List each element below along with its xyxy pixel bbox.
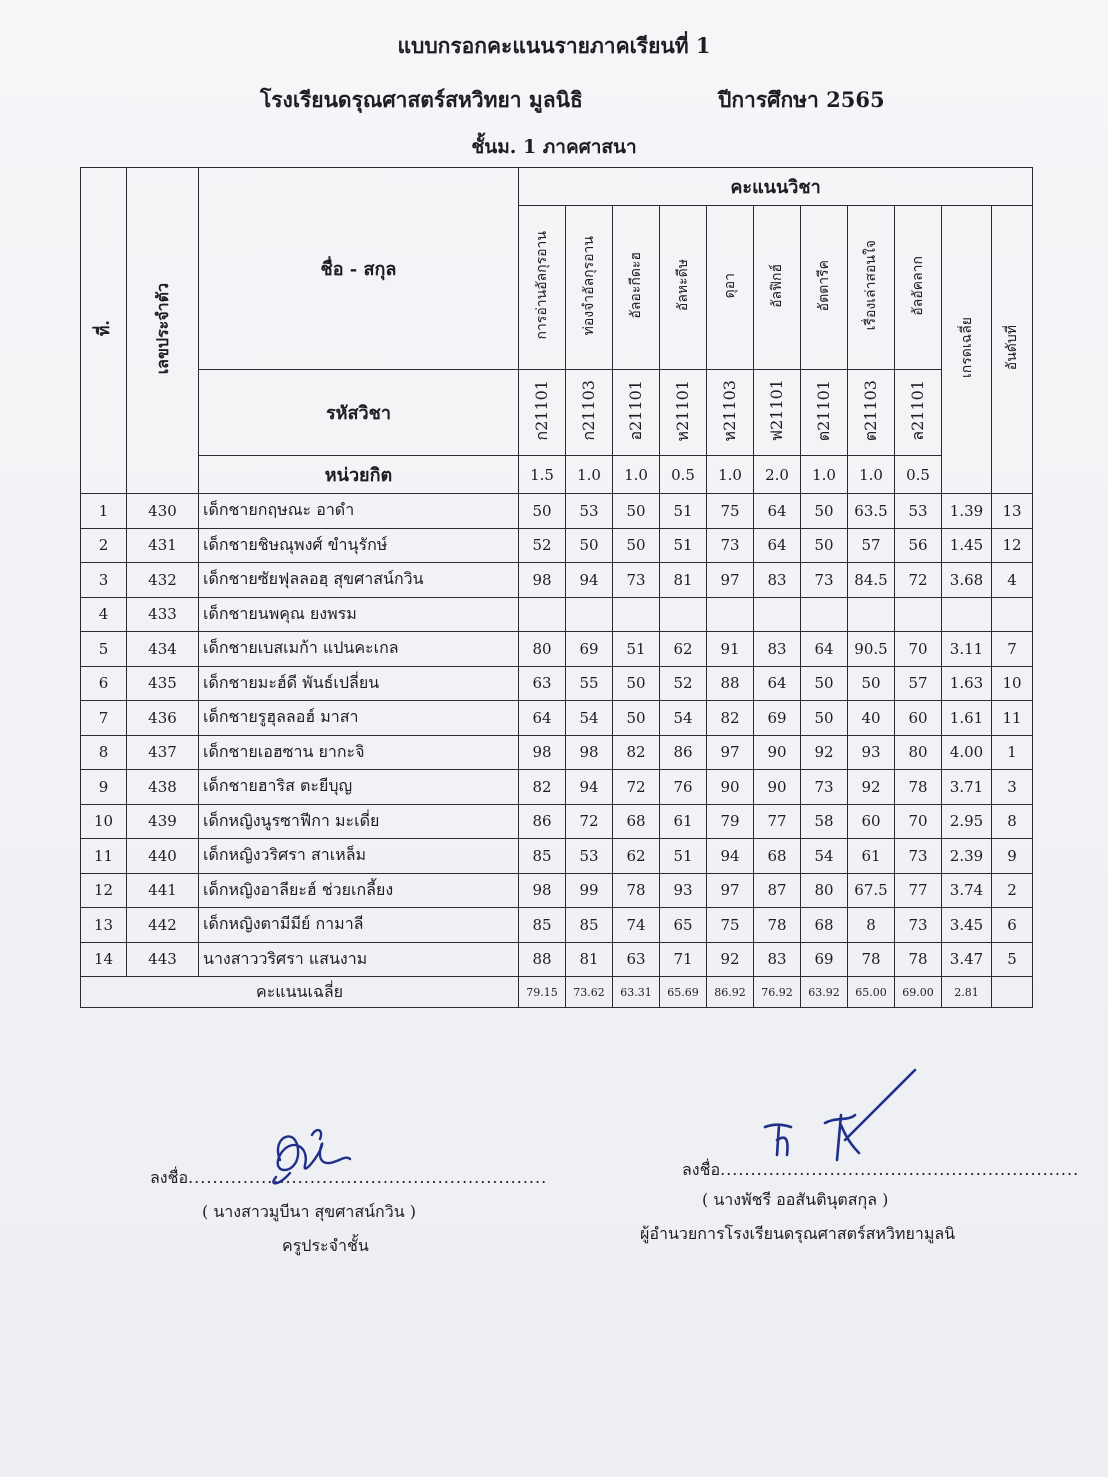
table-row bbox=[81, 528, 1033, 563]
gpa-cell: 2.39 bbox=[942, 839, 992, 874]
score-cell: 51 bbox=[660, 494, 707, 529]
header-gpa: เกรดเฉลี่ย bbox=[942, 206, 992, 494]
score-cell: 92 bbox=[707, 942, 754, 977]
average-score: 63.92 bbox=[801, 977, 848, 1008]
score-cell: 63.5 bbox=[848, 494, 895, 529]
rank-cell: 5 bbox=[992, 942, 1033, 977]
score-cell: 78 bbox=[848, 942, 895, 977]
subject-code-row bbox=[81, 370, 1033, 456]
score-cell: 60 bbox=[848, 804, 895, 839]
subject-name: เรื่องเล่าสอนใจ bbox=[848, 206, 895, 370]
table-row bbox=[81, 839, 1033, 874]
table-row bbox=[81, 804, 1033, 839]
row-number: 4 bbox=[81, 597, 127, 632]
subject-credit: 1.0 bbox=[613, 456, 660, 494]
score-cell: 78 bbox=[895, 942, 942, 977]
rank-cell: 6 bbox=[992, 908, 1033, 943]
student-name: เด็กชายซัยฟุลลอฮฺ สุขศาสน์กวิน bbox=[199, 563, 519, 598]
left-handwritten-signature bbox=[250, 1115, 370, 1195]
average-row bbox=[81, 977, 1033, 1008]
subject-name: ดุอา bbox=[707, 206, 754, 370]
score-cell: 68 bbox=[613, 804, 660, 839]
average-score: 65.00 bbox=[848, 977, 895, 1008]
header-student-id: เลขประจำตัว bbox=[127, 168, 199, 494]
gpa-cell: 3.74 bbox=[942, 873, 992, 908]
score-cell: 53 bbox=[895, 494, 942, 529]
score-cell: 79 bbox=[707, 804, 754, 839]
score-cell: 54 bbox=[660, 701, 707, 736]
gpa-cell: 1.45 bbox=[942, 528, 992, 563]
table-row bbox=[81, 770, 1033, 805]
score-cell: 78 bbox=[613, 873, 660, 908]
subject-code: ก21101 bbox=[519, 370, 566, 456]
student-id: 442 bbox=[127, 908, 199, 943]
subject-code: ห21101 bbox=[660, 370, 707, 456]
score-cell: 56 bbox=[895, 528, 942, 563]
student-id: 436 bbox=[127, 701, 199, 736]
score-cell: 52 bbox=[660, 666, 707, 701]
subject-code: ก21103 bbox=[566, 370, 613, 456]
rank-cell: 7 bbox=[992, 632, 1033, 667]
score-cell: 73 bbox=[801, 563, 848, 598]
score-cell: 93 bbox=[660, 873, 707, 908]
student-rows bbox=[81, 494, 1033, 977]
subject-credit: 1.0 bbox=[707, 456, 754, 494]
subject-name: อัลอะกีดะฮ bbox=[613, 206, 660, 370]
subject-name: อัตตารีค bbox=[801, 206, 848, 370]
table-row bbox=[81, 942, 1033, 977]
row-number: 14 bbox=[81, 942, 127, 977]
row-number: 8 bbox=[81, 735, 127, 770]
gpa-cell: 1.39 bbox=[942, 494, 992, 529]
score-cell: 85 bbox=[519, 908, 566, 943]
score-cell: 98 bbox=[566, 735, 613, 770]
score-cell: 88 bbox=[707, 666, 754, 701]
subject-name: อัลฟิกฮ์ bbox=[754, 206, 801, 370]
score-cell: 72 bbox=[613, 770, 660, 805]
score-cell bbox=[613, 597, 660, 632]
gpa-cell: 2.95 bbox=[942, 804, 992, 839]
left-signer-name: ( นางสาวมูบีนา สุขศาสน์กวิน ) bbox=[202, 1202, 416, 1221]
student-name: เด็กชายเบสเมก้า แปนคะเกล bbox=[199, 632, 519, 667]
gpa-cell: 1.61 bbox=[942, 701, 992, 736]
score-cell: 50 bbox=[519, 494, 566, 529]
average-score: 73.62 bbox=[566, 977, 613, 1008]
score-cell: 81 bbox=[660, 563, 707, 598]
school-name: โรงเรียนดรุณศาสตร์สหวิทยา มูลนิธิ bbox=[260, 87, 583, 112]
score-cell: 76 bbox=[660, 770, 707, 805]
score-cell: 50 bbox=[801, 666, 848, 701]
score-cell: 50 bbox=[613, 528, 660, 563]
gpa-cell: 3.71 bbox=[942, 770, 992, 805]
student-id: 432 bbox=[127, 563, 199, 598]
score-cell: 62 bbox=[660, 632, 707, 667]
student-id: 439 bbox=[127, 804, 199, 839]
score-cell: 70 bbox=[895, 632, 942, 667]
right-sign-label: ลงชื่อ bbox=[682, 1160, 721, 1179]
student-name: เด็กชายเอฮซาน ยากะจิ bbox=[199, 735, 519, 770]
score-cell: 57 bbox=[895, 666, 942, 701]
score-cell: 77 bbox=[895, 873, 942, 908]
score-cell bbox=[848, 597, 895, 632]
subject-name: อัลหะดีษ bbox=[660, 206, 707, 370]
score-cell: 97 bbox=[707, 735, 754, 770]
table-row bbox=[81, 563, 1033, 598]
subject-code: อ21101 bbox=[613, 370, 660, 456]
score-cell: 94 bbox=[566, 770, 613, 805]
subject-credit: 1.0 bbox=[801, 456, 848, 494]
score-cell: 90 bbox=[754, 770, 801, 805]
score-cell: 82 bbox=[707, 701, 754, 736]
student-id: 437 bbox=[127, 735, 199, 770]
score-cell: 55 bbox=[566, 666, 613, 701]
score-cell: 94 bbox=[707, 839, 754, 874]
rank-cell: 9 bbox=[992, 839, 1033, 874]
student-name: เด็กชายฮาริส ตะยีบุญ bbox=[199, 770, 519, 805]
score-cell: 51 bbox=[660, 528, 707, 563]
score-cell: 78 bbox=[754, 908, 801, 943]
score-cell: 64 bbox=[519, 701, 566, 736]
table-row bbox=[81, 494, 1033, 529]
score-cell: 51 bbox=[660, 839, 707, 874]
score-cell: 90 bbox=[754, 735, 801, 770]
score-cell: 53 bbox=[566, 494, 613, 529]
average-score: 79.15 bbox=[519, 977, 566, 1008]
right-signer-position: ผู้อำนวยการโรงเรียนดรุณศาสตร์สหวิทยามูลนิ bbox=[640, 1224, 956, 1243]
student-name: เด็กหญิงวริศรา สาเหล็ม bbox=[199, 839, 519, 874]
table-row bbox=[81, 735, 1033, 770]
student-id: 435 bbox=[127, 666, 199, 701]
student-name: เด็กชายมะฮ์ดี พันธ์เปลี่ยน bbox=[199, 666, 519, 701]
score-cell: 97 bbox=[707, 873, 754, 908]
score-cell: 50 bbox=[613, 666, 660, 701]
header-no: ที่. bbox=[81, 168, 127, 494]
score-cell: 8 bbox=[848, 908, 895, 943]
score-cell: 92 bbox=[801, 735, 848, 770]
average-gpa: 2.81 bbox=[942, 977, 992, 1008]
row-number: 5 bbox=[81, 632, 127, 667]
score-cell bbox=[519, 597, 566, 632]
subject-credit: 1.0 bbox=[848, 456, 895, 494]
score-cell: 85 bbox=[566, 908, 613, 943]
class-info: ชั้นม. 1 ภาคศาสนา bbox=[471, 136, 637, 158]
row-number: 13 bbox=[81, 908, 127, 943]
student-id: 441 bbox=[127, 873, 199, 908]
header-rank: อันดับที่ bbox=[992, 206, 1033, 494]
rank-cell: 2 bbox=[992, 873, 1033, 908]
rank-cell: 11 bbox=[992, 701, 1033, 736]
score-cell: 83 bbox=[754, 942, 801, 977]
academic-year: ปีการศึกษา 2565 bbox=[718, 87, 885, 112]
score-cell: 98 bbox=[519, 563, 566, 598]
rank-cell: 3 bbox=[992, 770, 1033, 805]
student-id: 431 bbox=[127, 528, 199, 563]
table-row bbox=[81, 701, 1033, 736]
row-number: 6 bbox=[81, 666, 127, 701]
score-cell: 63 bbox=[613, 942, 660, 977]
subject-code: ต21101 bbox=[801, 370, 848, 456]
subject-name: ท่องจำอัลกุรอาน bbox=[566, 206, 613, 370]
score-cell: 94 bbox=[566, 563, 613, 598]
score-cell: 40 bbox=[848, 701, 895, 736]
score-cell: 65 bbox=[660, 908, 707, 943]
right-signer-name: ( นางพัชรี ออสันตินุตสกุล ) bbox=[702, 1190, 889, 1209]
score-cell: 70 bbox=[895, 804, 942, 839]
score-cell: 77 bbox=[754, 804, 801, 839]
row-number: 1 bbox=[81, 494, 127, 529]
score-cell: 82 bbox=[613, 735, 660, 770]
score-cell: 74 bbox=[613, 908, 660, 943]
score-cell: 98 bbox=[519, 873, 566, 908]
score-cell: 50 bbox=[801, 494, 848, 529]
gpa-cell: 3.45 bbox=[942, 908, 992, 943]
header-credits: หน่วยกิต bbox=[199, 456, 519, 494]
score-cell bbox=[660, 597, 707, 632]
left-signer-position: ครูประจำชั้น bbox=[282, 1236, 369, 1255]
score-cell: 69 bbox=[754, 701, 801, 736]
score-cell: 51 bbox=[613, 632, 660, 667]
score-cell: 67.5 bbox=[848, 873, 895, 908]
score-cell: 50 bbox=[566, 528, 613, 563]
score-cell: 90.5 bbox=[848, 632, 895, 667]
score-cell bbox=[801, 597, 848, 632]
subject-name: การอ่านอัลกุรอาน bbox=[519, 206, 566, 370]
score-cell: 50 bbox=[801, 528, 848, 563]
subject-name: อัลอัคลาก bbox=[895, 206, 942, 370]
row-number: 10 bbox=[81, 804, 127, 839]
score-cell: 62 bbox=[613, 839, 660, 874]
row-number: 9 bbox=[81, 770, 127, 805]
score-cell: 69 bbox=[801, 942, 848, 977]
table-row bbox=[81, 908, 1033, 943]
average-score: 86.92 bbox=[707, 977, 754, 1008]
score-cell: 87 bbox=[754, 873, 801, 908]
subject-credit: 0.5 bbox=[660, 456, 707, 494]
subject-code: ฟ21101 bbox=[754, 370, 801, 456]
score-cell bbox=[566, 597, 613, 632]
average-label: คะแนนเฉลี่ย bbox=[81, 977, 519, 1008]
rank-cell: 1 bbox=[992, 735, 1033, 770]
header-name: ชื่อ - สกุล bbox=[199, 168, 519, 370]
student-id: 434 bbox=[127, 632, 199, 667]
right-sign-dots: ........................................................... bbox=[720, 1160, 1080, 1179]
score-cell: 63 bbox=[519, 666, 566, 701]
score-cell: 52 bbox=[519, 528, 566, 563]
score-cell: 73 bbox=[613, 563, 660, 598]
score-cell: 64 bbox=[754, 494, 801, 529]
gpa-cell: 4.00 bbox=[942, 735, 992, 770]
average-score: 76.92 bbox=[754, 977, 801, 1008]
score-cell: 75 bbox=[707, 494, 754, 529]
row-number: 7 bbox=[81, 701, 127, 736]
score-cell: 68 bbox=[801, 908, 848, 943]
student-name: เด็กหญิงนูรซาฟีกา มะเดี่ย bbox=[199, 804, 519, 839]
score-cell: 69 bbox=[566, 632, 613, 667]
score-cell: 50 bbox=[801, 701, 848, 736]
score-cell: 54 bbox=[566, 701, 613, 736]
gpa-cell: 1.63 bbox=[942, 666, 992, 701]
score-cell bbox=[707, 597, 754, 632]
score-cell: 68 bbox=[754, 839, 801, 874]
average-score: 65.69 bbox=[660, 977, 707, 1008]
score-cell bbox=[895, 597, 942, 632]
left-sign-label: ลงชื่อ bbox=[150, 1168, 189, 1187]
score-cell: 73 bbox=[895, 839, 942, 874]
score-cell: 61 bbox=[848, 839, 895, 874]
score-cell: 64 bbox=[754, 528, 801, 563]
student-id: 440 bbox=[127, 839, 199, 874]
score-cell: 92 bbox=[848, 770, 895, 805]
score-cell: 83 bbox=[754, 563, 801, 598]
table-row bbox=[81, 666, 1033, 701]
student-name: เด็กหญิงอาลียะฮ์ ช่วยเกลี้ยง bbox=[199, 873, 519, 908]
score-cell: 81 bbox=[566, 942, 613, 977]
student-id: 443 bbox=[127, 942, 199, 977]
rank-cell: 10 bbox=[992, 666, 1033, 701]
average-score: 63.31 bbox=[613, 977, 660, 1008]
student-name: เด็กชายนพคุณ ยงพรม bbox=[199, 597, 519, 632]
student-name: เด็กชายรูฮุลลอฮ์ มาสา bbox=[199, 701, 519, 736]
header-scores: คะแนนวิชา bbox=[519, 168, 1033, 206]
student-id: 438 bbox=[127, 770, 199, 805]
score-cell: 50 bbox=[613, 701, 660, 736]
score-cell: 64 bbox=[754, 666, 801, 701]
table-row bbox=[81, 597, 1033, 632]
score-cell: 91 bbox=[707, 632, 754, 667]
score-cell: 88 bbox=[519, 942, 566, 977]
score-cell: 86 bbox=[660, 735, 707, 770]
rank-cell: 12 bbox=[992, 528, 1033, 563]
student-name: เด็กหญิงตามีมีย์ กามาลี bbox=[199, 908, 519, 943]
average-score: 69.00 bbox=[895, 977, 942, 1008]
score-cell: 90 bbox=[707, 770, 754, 805]
rank-cell: 13 bbox=[992, 494, 1033, 529]
row-number: 11 bbox=[81, 839, 127, 874]
score-cell: 64 bbox=[801, 632, 848, 667]
header-subject-code: รหัสวิชา bbox=[199, 370, 519, 456]
row-number: 2 bbox=[81, 528, 127, 563]
subject-code: ต21103 bbox=[848, 370, 895, 456]
score-cell: 73 bbox=[895, 908, 942, 943]
average-rank-empty bbox=[992, 977, 1033, 1008]
rank-cell: 4 bbox=[992, 563, 1033, 598]
gpa-cell: 3.68 bbox=[942, 563, 992, 598]
score-cell: 53 bbox=[566, 839, 613, 874]
table-row bbox=[81, 632, 1033, 667]
score-cell: 93 bbox=[848, 735, 895, 770]
subject-credit: 1.5 bbox=[519, 456, 566, 494]
rank-cell: 8 bbox=[992, 804, 1033, 839]
score-cell: 72 bbox=[895, 563, 942, 598]
score-cell: 83 bbox=[754, 632, 801, 667]
student-name: เด็กชายกฤษณะ อาดำ bbox=[199, 494, 519, 529]
score-cell: 73 bbox=[801, 770, 848, 805]
student-id: 433 bbox=[127, 597, 199, 632]
score-cell: 78 bbox=[895, 770, 942, 805]
subject-code: ห21103 bbox=[707, 370, 754, 456]
score-cell: 50 bbox=[613, 494, 660, 529]
subject-credit: 1.0 bbox=[566, 456, 613, 494]
student-id: 430 bbox=[127, 494, 199, 529]
score-cell: 73 bbox=[707, 528, 754, 563]
score-cell: 85 bbox=[519, 839, 566, 874]
subject-code: ล21101 bbox=[895, 370, 942, 456]
score-cell: 75 bbox=[707, 908, 754, 943]
score-cell: 72 bbox=[566, 804, 613, 839]
score-cell bbox=[754, 597, 801, 632]
subject-credit: 2.0 bbox=[754, 456, 801, 494]
score-cell: 60 bbox=[895, 701, 942, 736]
row-number: 12 bbox=[81, 873, 127, 908]
score-cell: 80 bbox=[895, 735, 942, 770]
table-row bbox=[81, 873, 1033, 908]
gpa-cell: 3.47 bbox=[942, 942, 992, 977]
gpa-cell: 3.11 bbox=[942, 632, 992, 667]
score-cell: 82 bbox=[519, 770, 566, 805]
score-cell: 99 bbox=[566, 873, 613, 908]
score-cell: 80 bbox=[519, 632, 566, 667]
score-cell: 61 bbox=[660, 804, 707, 839]
student-name: นางสาววริศรา แสนงาม bbox=[199, 942, 519, 977]
score-cell: 50 bbox=[848, 666, 895, 701]
score-cell: 86 bbox=[519, 804, 566, 839]
score-cell: 80 bbox=[801, 873, 848, 908]
credit-row bbox=[81, 456, 1033, 494]
row-number: 3 bbox=[81, 563, 127, 598]
score-cell: 98 bbox=[519, 735, 566, 770]
rank-cell bbox=[992, 597, 1033, 632]
subject-credit: 0.5 bbox=[895, 456, 942, 494]
left-sign-dots: ........................................................... bbox=[188, 1168, 548, 1187]
score-cell: 57 bbox=[848, 528, 895, 563]
score-cell: 54 bbox=[801, 839, 848, 874]
score-cell: 84.5 bbox=[848, 563, 895, 598]
grades-table bbox=[80, 167, 1033, 1008]
score-cell: 97 bbox=[707, 563, 754, 598]
form-title: แบบกรอกคะแนนรายภาคเรียนที่ 1 bbox=[397, 33, 711, 58]
right-handwritten-signature bbox=[755, 1065, 925, 1175]
student-name: เด็กชายชิษณุพงศ์ ขำนุรักษ์ bbox=[199, 528, 519, 563]
score-cell: 71 bbox=[660, 942, 707, 977]
score-cell: 58 bbox=[801, 804, 848, 839]
gpa-cell bbox=[942, 597, 992, 632]
